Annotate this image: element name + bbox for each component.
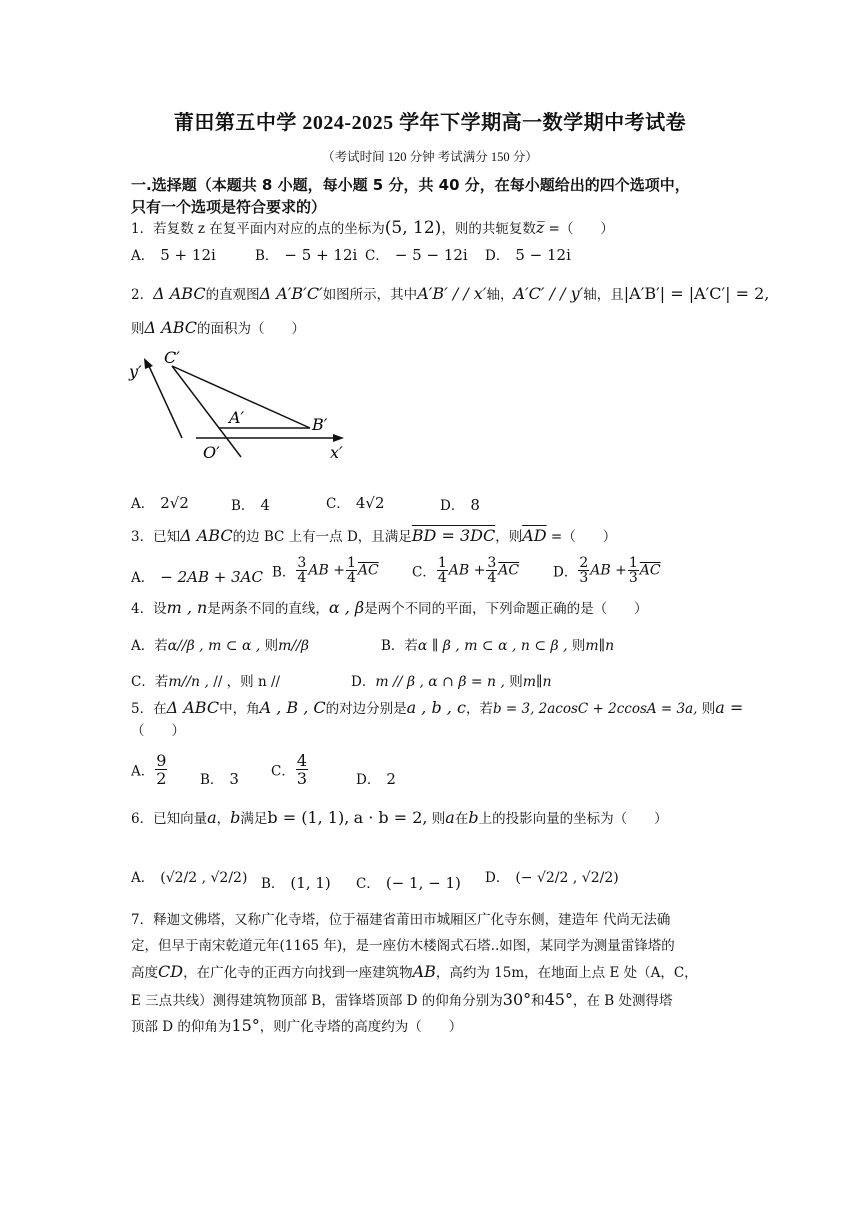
question-7-line3: [131, 962, 731, 983]
q3-pre: 3．已知: [131, 529, 181, 545]
q7-l5-end: ，则广化寺塔的高度约为（ ）: [259, 1019, 463, 1035]
q1-option-a[interactable]: [131, 244, 216, 264]
frac-den: 4: [487, 570, 497, 586]
frac-den: 4: [437, 570, 447, 586]
q5-option-b[interactable]: [200, 768, 239, 788]
q2-ab: A′B′ / / x′: [417, 284, 487, 303]
question-7-line5: [131, 1016, 731, 1037]
option-value: 4√2: [355, 494, 385, 512]
q1-option-d[interactable]: [485, 244, 571, 264]
option-math: m//n ,: [168, 674, 209, 690]
question-1: [131, 218, 731, 239]
option-label: D．: [356, 772, 381, 788]
option-value: 3: [229, 770, 239, 788]
q6-option-a[interactable]: [131, 866, 247, 886]
q1-text: 1．若复数 z 在复平面内对应的点的坐标为: [131, 221, 385, 237]
q6-end1: 则: [431, 811, 446, 827]
label-origin: O′: [203, 443, 220, 462]
q2-l2-tri: Δ ABC: [144, 318, 197, 337]
option-label: B．: [231, 498, 255, 514]
option-value: (− √2/2 , √2/2): [515, 870, 619, 886]
frac-den: 4: [346, 570, 356, 586]
exam-subtitle: （考试时间 120 分钟 考试满分 150 分）: [322, 150, 538, 164]
option-text: 则: [509, 674, 523, 690]
q5-mid3: ，若: [465, 701, 493, 717]
q7-angle-3: 15°: [231, 1016, 260, 1035]
option-text: // ，则 n //: [208, 674, 281, 690]
q6-bval: b = (1, 1),: [267, 808, 350, 827]
option-value: 5 + 12i: [160, 246, 216, 264]
q1-point: (5, 12): [384, 218, 442, 238]
q4-option-b[interactable]: [381, 634, 614, 654]
q6-option-c[interactable]: [356, 872, 461, 892]
q1-option-b[interactable]: [255, 244, 357, 264]
q2-l2-pre: 则: [131, 321, 145, 337]
option-math: α ∩ β = n ,: [428, 674, 505, 690]
q3-tri: Δ ABC: [180, 526, 233, 545]
label-a: A′: [229, 408, 245, 427]
q5-option-c[interactable]: [271, 752, 309, 787]
q4-ab: α , β: [328, 598, 365, 617]
frac-den: 2: [156, 769, 167, 788]
label-x-axis: x′: [330, 443, 343, 462]
q2-text-2: 如图所示，其中: [322, 287, 418, 303]
y-axis-arrow-icon: [144, 358, 153, 369]
q7-l4-end: ，在 B 处测得塔: [572, 993, 673, 1009]
q4-mid: 是两条不同的直线，: [207, 601, 329, 617]
option-value: 2√2: [160, 494, 189, 512]
frac-num: 3: [487, 555, 497, 571]
question-3: [131, 526, 731, 547]
question-7-line4: [131, 990, 731, 1011]
question-5: [131, 698, 744, 719]
q7-l4-mid: 和: [531, 993, 545, 1009]
q5-pre: 5．在: [131, 701, 167, 717]
q2-option-b[interactable]: [231, 494, 270, 514]
option-label: C．: [326, 496, 350, 512]
q5-tri: Δ ABC: [166, 698, 220, 717]
section-heading-line1: 一.选择题（本题共 8 小题，每小题 5 分，共 40 分，在每小题给出的四个选项中，: [131, 176, 690, 194]
q6-vec-b: b: [230, 808, 241, 827]
q5-mid2: 的对边分别是: [325, 701, 407, 717]
question-4: [131, 598, 731, 619]
q1-zbar: z̅: [535, 218, 545, 237]
option-term: $\overline{AC}$: [639, 562, 661, 579]
q3-end: =（ ）: [546, 529, 617, 545]
x-axis-arrow-icon: [333, 434, 344, 442]
q6-vec-a: a: [207, 808, 217, 827]
q6-sep: ，: [216, 811, 231, 827]
option-text: 则: [264, 638, 279, 654]
q3-mid: 的边 BC 上有一点 D，且满足: [232, 529, 412, 545]
q7-l3-mid: ，在广化寺的正西方向找到一座建筑物: [183, 965, 413, 981]
q3-option-b[interactable]: [272, 556, 379, 585]
q5-option-d[interactable]: [356, 768, 396, 788]
frac-num: 4: [296, 751, 308, 770]
option-term: AB +: [590, 562, 627, 579]
q1-text-2: ，则的共轭复数: [441, 221, 536, 237]
y-axis-line: [148, 364, 182, 438]
frac-den: 3: [296, 769, 308, 788]
q1-option-c[interactable]: [365, 244, 468, 264]
option-value: − 5 + 12i: [284, 246, 358, 264]
option-value: (√2/2 , √2/2): [160, 870, 248, 886]
q2-tri: Δ ABC: [153, 284, 206, 303]
q2-eq: |A′B′| = |A′C′| = 2,: [623, 284, 770, 303]
q5-end: 则: [701, 701, 716, 717]
option-term: AB +: [448, 562, 486, 579]
q6-dot: a · b = 2,: [353, 808, 428, 827]
q6-vec-a2: a: [445, 808, 455, 827]
option-term: AB +: [308, 562, 345, 579]
option-math: m // β ,: [375, 674, 424, 690]
q4-pre: 4．设: [131, 601, 167, 617]
q5-abc: A , B , C: [259, 698, 326, 717]
q2-text-4: 轴，且: [583, 287, 624, 303]
option-label: B．: [255, 248, 279, 264]
question-2: [131, 284, 770, 305]
question-7-line2: 定，但早于南宋乾道元年(1165 年)，是一座仿木楼阁式石塔..如图，某同学为测量雷锋塔的: [131, 938, 675, 954]
q6-pre: 6．已知向量: [131, 811, 208, 827]
q6-option-d[interactable]: [485, 866, 619, 886]
option-text: 则: [571, 638, 586, 654]
exam-title: 莆田第五中学 2024-2025 学年下学期高一数学期中考试卷: [173, 112, 687, 134]
label-b: B′: [312, 415, 328, 434]
option-label: D．: [440, 498, 465, 514]
q7-l3-end: ，高约为 15m，在地面上点 E 处（A，C，: [435, 965, 698, 981]
q4-option-d[interactable]: [351, 670, 552, 690]
option-value: 5 − 12i: [515, 246, 571, 264]
q3-ad: $\overline{AD}$: [522, 526, 547, 545]
option-value: − 2AB + 3AC: [160, 568, 263, 586]
q2-text-3: 轴，: [486, 287, 514, 303]
question-2-line2: [131, 318, 731, 339]
q2-text: 的直观图: [205, 287, 260, 303]
frac-num: 1: [437, 555, 447, 571]
frac-den: 3: [628, 570, 638, 586]
q2-figure: [126, 346, 356, 466]
option-term: $\overline{AC}$: [498, 562, 520, 579]
label-c: C′: [164, 348, 180, 367]
question-7-line1: 7．释迦文佛塔，又称广化寺塔，位于福建省莆田市城厢区广化寺东侧，建造年 代尚无法确: [131, 912, 671, 928]
question-6: [131, 808, 731, 829]
q5-sides: a , b , c: [406, 698, 466, 717]
q7-l5-pre: 顶部 D 的仰角为: [131, 1019, 232, 1035]
option-label: D．: [485, 248, 510, 264]
option-label: C．: [271, 763, 295, 780]
option-term: $\overline{AC}$: [357, 562, 379, 579]
q2-num: 2．: [131, 287, 154, 303]
q5-cond: b = 3, 2acosC + 2ccosA = 3a,: [492, 701, 698, 717]
q7-l3-pre: 高度: [131, 965, 158, 981]
q2-l2-post: 的面积为（ ）: [197, 321, 305, 337]
option-label: D．: [553, 564, 578, 581]
option-label: D．: [351, 674, 376, 690]
option-label: C．若: [131, 674, 169, 690]
q2-option-c[interactable]: [326, 492, 385, 512]
section-heading: [131, 174, 731, 218]
q4-option-a[interactable]: [131, 634, 309, 654]
option-value: 4: [260, 496, 270, 514]
q7-angle-2: 45°: [544, 990, 573, 1009]
q3-cond: BD = 3DC: [411, 526, 496, 545]
frac-num: 1: [628, 555, 638, 571]
frac-num: 1: [346, 555, 356, 571]
option-math: m∥n: [585, 638, 615, 654]
question-5-line2: （ ）: [131, 723, 185, 739]
option-label: A．: [131, 496, 155, 512]
q2-option-d[interactable]: [440, 494, 480, 514]
option-label: B．: [261, 876, 285, 892]
q5-option-a[interactable]: [131, 752, 168, 787]
option-math: α//β , m ⊂ α ,: [167, 638, 261, 654]
option-value: 2: [386, 770, 396, 788]
q7-l4-pre: E 三点共线）测得建筑物顶部 B，雷锋塔顶部 D 的仰角分别为: [131, 993, 503, 1009]
option-label: A．: [131, 570, 155, 586]
option-label: B．: [200, 772, 224, 788]
option-label: A．: [131, 870, 155, 886]
q3-option-d[interactable]: [553, 556, 661, 585]
q3-option-a[interactable]: [131, 566, 263, 586]
q6-mid: 满足: [240, 811, 268, 827]
option-value: 8: [470, 496, 480, 514]
q6-option-b[interactable]: [261, 872, 331, 892]
q4-mn: m , n: [166, 598, 208, 617]
option-label: A．: [131, 248, 155, 264]
option-value: (1, 1): [290, 874, 331, 892]
q7-angle-1: 30°: [502, 990, 532, 1009]
q2-option-a[interactable]: [131, 492, 189, 512]
option-value: (− 1, − 1): [385, 874, 461, 892]
option-math: m//β: [278, 638, 309, 654]
frac-num: 9: [156, 751, 167, 770]
option-label: C．: [412, 564, 436, 581]
q4-end: 是两个不同的平面，下列命题正确的是（ ）: [364, 601, 648, 617]
q2-ac: A′C′ / / y′: [513, 284, 584, 303]
q5-mid: 中，角: [219, 701, 260, 717]
frac-num: 2: [579, 555, 589, 571]
option-label: B．: [272, 564, 296, 581]
frac-num: 3: [297, 555, 307, 571]
option-label: A．: [131, 763, 155, 780]
q3-mid2: ，则: [495, 529, 523, 545]
section-heading-line2: 只有一个选项是符合要求的）: [131, 198, 327, 216]
option-math: m∥n: [522, 674, 552, 690]
option-label: A．若: [131, 638, 168, 654]
frac-den: 4: [297, 570, 307, 586]
frac-den: 3: [579, 570, 589, 586]
q4-option-c[interactable]: [131, 670, 280, 690]
q5-a: a =: [715, 698, 744, 717]
q6-vec-b2: b: [468, 808, 479, 827]
q7-cd: CD: [158, 962, 184, 981]
q3-option-c[interactable]: [412, 556, 519, 585]
option-math: α ∥ β , m ⊂ α , n ⊂ β ,: [417, 638, 568, 654]
q7-ab: AB: [412, 962, 436, 981]
option-label: D．: [485, 870, 510, 886]
option-label: B．若: [381, 638, 418, 654]
option-label: C．: [356, 876, 380, 892]
option-label: C．: [365, 248, 389, 264]
label-y-axis: y′: [129, 362, 142, 381]
option-value: − 5 − 12i: [394, 246, 468, 264]
q1-end: =（ ）: [544, 221, 614, 237]
q6-mid2: 在: [454, 811, 469, 827]
q2-tri2: Δ A′B′C′: [259, 284, 323, 303]
q6-end2: 上的投影向量的坐标为（ ）: [478, 811, 668, 827]
